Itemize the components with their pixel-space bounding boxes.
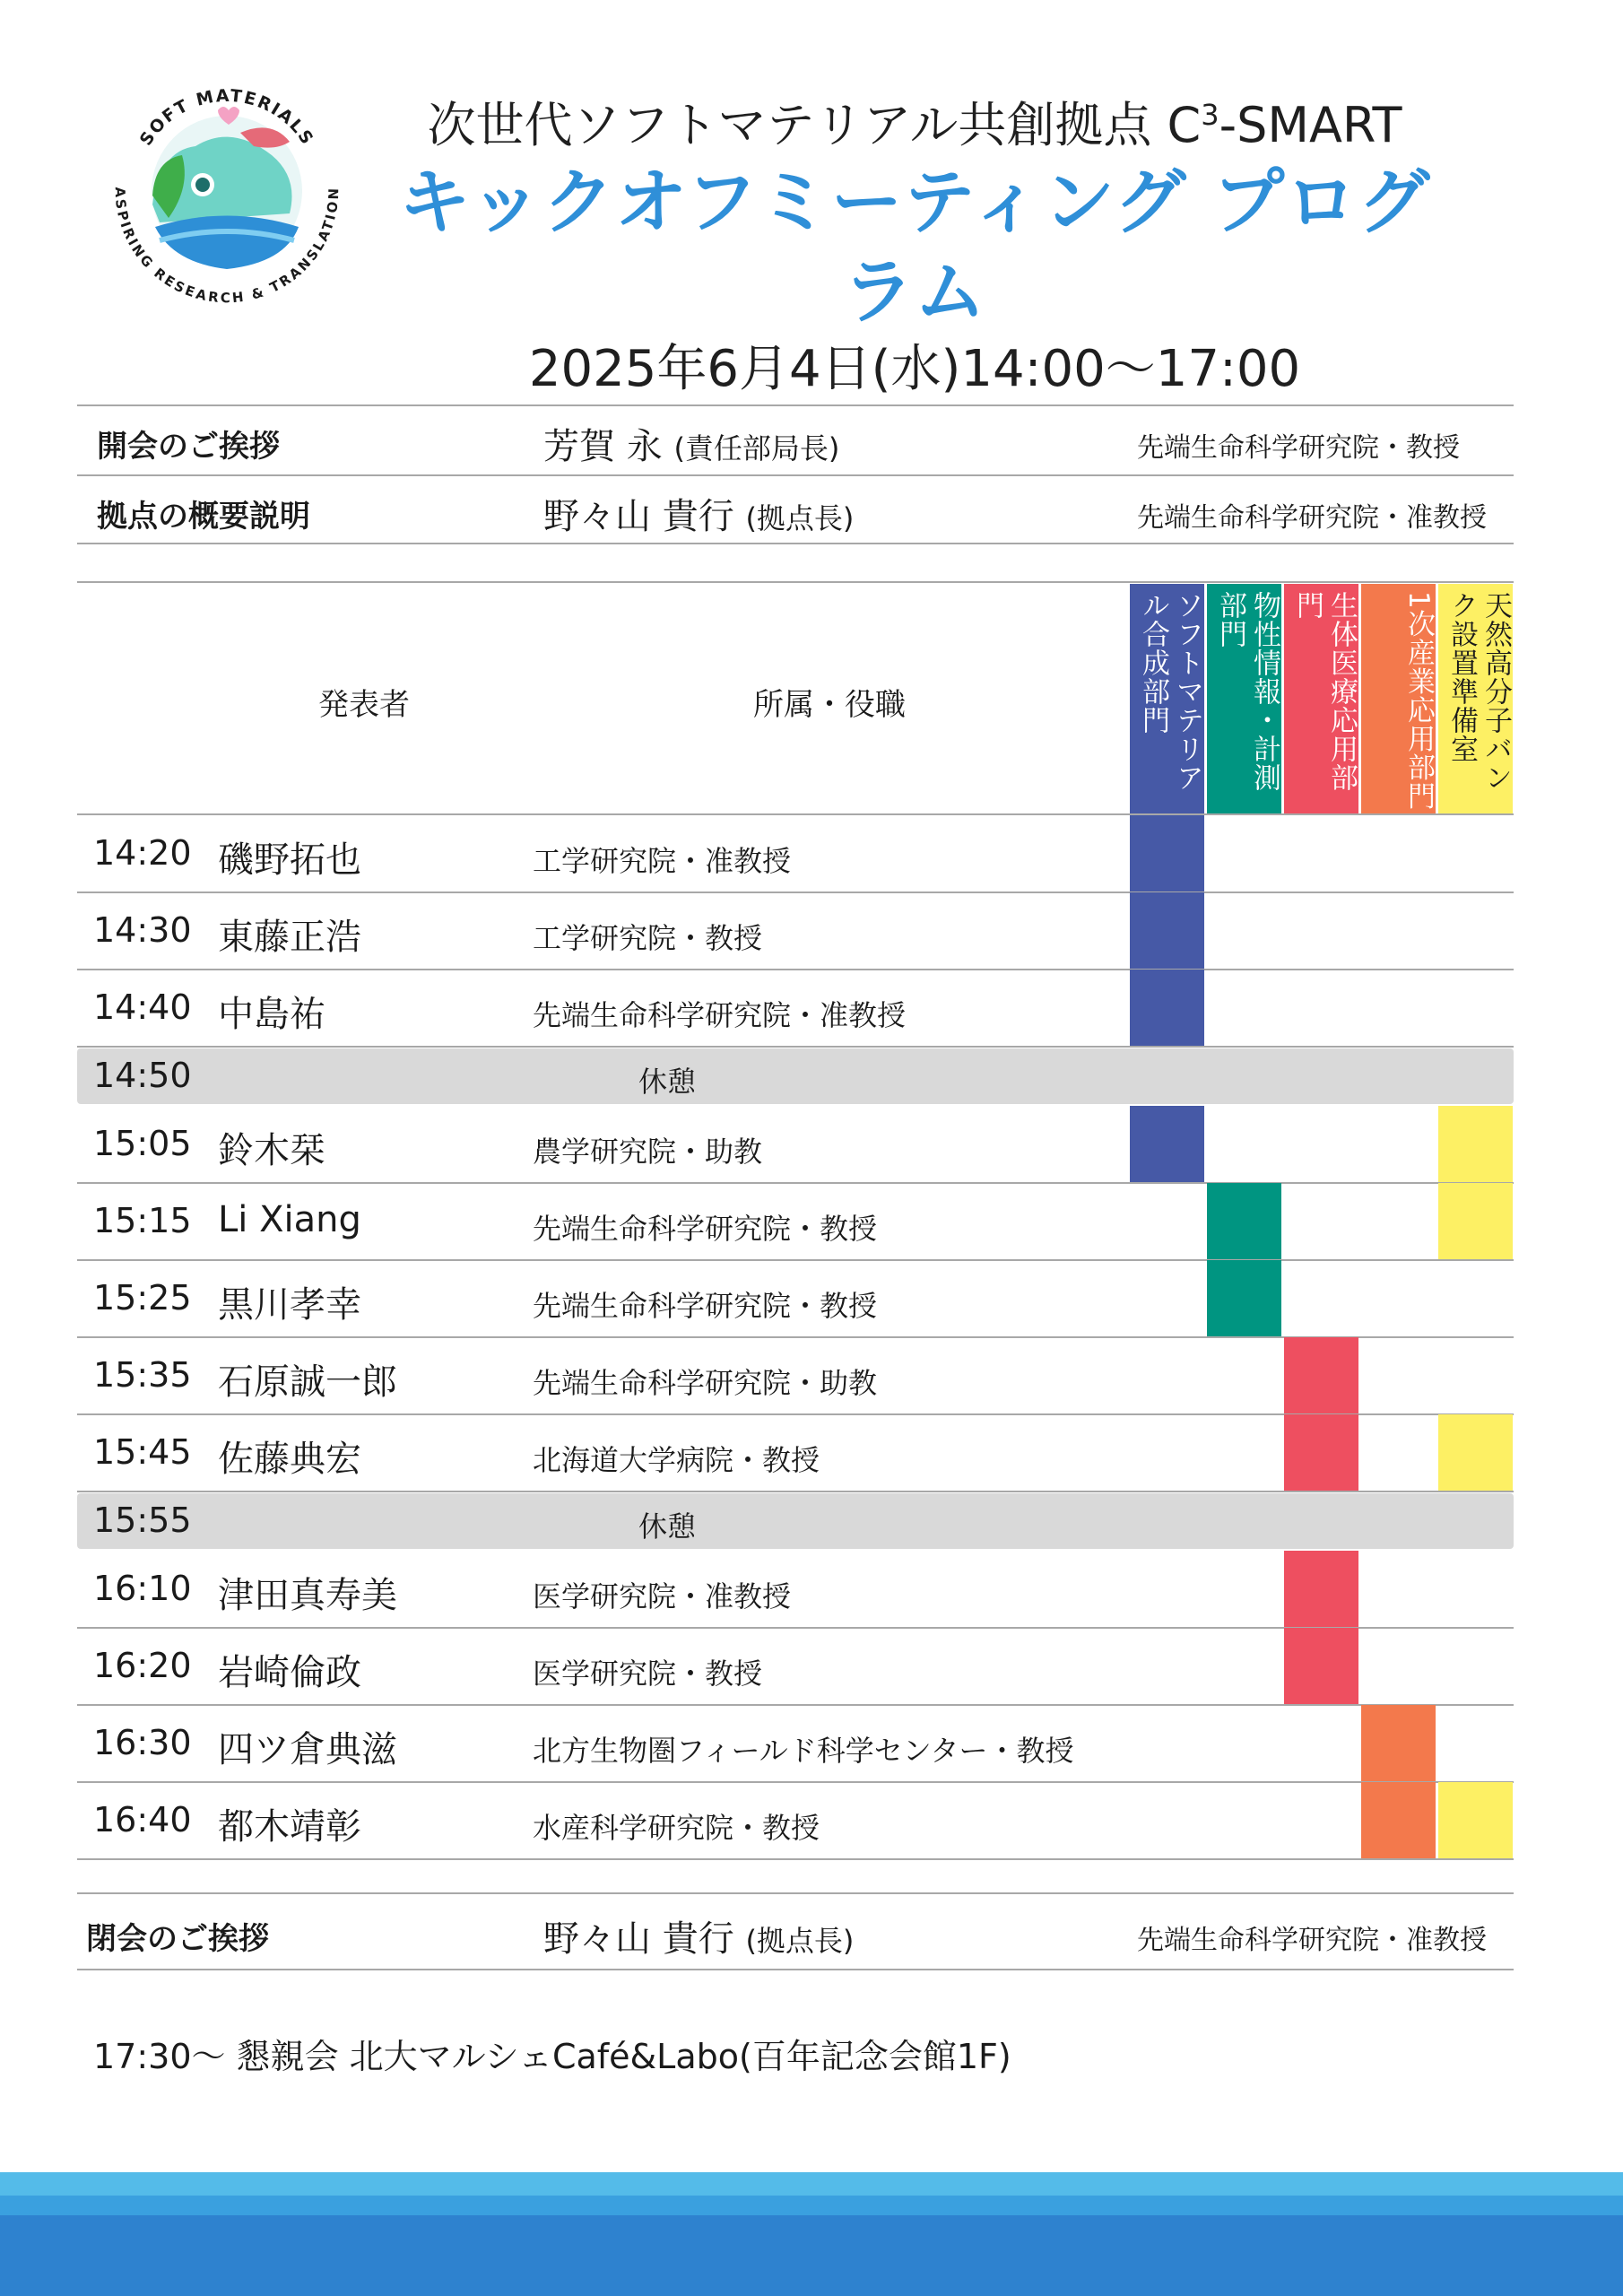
presenter-affiliation: 先端生命科学研究院・教授 (533, 1289, 878, 1323)
department-mark-3 (1361, 1782, 1436, 1859)
department-header-0: ソフトマテリアル合成部門 (1130, 584, 1204, 813)
presenter-name: 東藤正浩 (218, 917, 361, 958)
presenter-affiliation: 先端生命科学研究院・助教 (533, 1366, 878, 1400)
department-header-1: 物性情報・計測部門 (1207, 584, 1281, 813)
department-header-3: 1次産業応用部門 (1361, 584, 1436, 813)
break-row (77, 1048, 1514, 1104)
footer-band (0, 2172, 1623, 2196)
presenter-affiliation: 先端生命科学研究院・教授 (533, 1212, 878, 1246)
department-mark-0 (1130, 815, 1204, 892)
presenter-affiliation: 工学研究院・准教授 (533, 844, 792, 878)
speaker-title: (拠点長) (745, 1924, 855, 1958)
closing-role: 閉会のご挨拶 (86, 1921, 269, 1957)
presenter-header: 発表者 (318, 687, 410, 723)
event-date: 2025年6月4日(水)14:00〜17:00 (528, 340, 1301, 398)
presenter-name: 岩崎倫政 (218, 1652, 361, 1693)
subtitle-suffix: -SMART (1219, 97, 1402, 153)
row-divider (77, 1046, 1514, 1048)
reception-info: 17:30〜 懇親会 北大マルシェCafé&Labo(百年記念会館1F) (93, 2037, 1011, 2076)
row-divider (77, 813, 1514, 815)
department-mark-0 (1130, 892, 1204, 970)
presentation-time: 15:35 (93, 1355, 192, 1395)
divider (77, 1969, 1514, 1970)
affiliation-header: 所属・役職 (753, 687, 906, 723)
event-title: キックオフミーティング プログラム (398, 161, 1431, 334)
opening-speaker (543, 418, 839, 469)
presentation-time: 16:40 (93, 1800, 192, 1839)
opening-role: 開会のご挨拶 (97, 429, 280, 465)
speaker-title: (拠点長) (745, 501, 855, 535)
presenter-name: Li Xiang (218, 1199, 361, 1240)
overview-role: 拠点の概要説明 (97, 499, 310, 535)
speaker-name: 野々山 貴行 (543, 1918, 734, 1960)
presentation-time: 14:20 (93, 833, 192, 873)
presentation-time: 16:30 (93, 1723, 192, 1762)
department-mark-2 (1284, 1337, 1358, 1414)
department-mark-2 (1284, 1414, 1358, 1492)
break-label: 休憩 (638, 1065, 697, 1099)
table-top-border (77, 581, 1514, 583)
overview-affiliation: 先端生命科学研究院・准教授 (1137, 502, 1487, 534)
presenter-affiliation: 水産科学研究院・教授 (533, 1811, 820, 1845)
row-divider (77, 1259, 1514, 1261)
presenter-name: 黒川孝幸 (218, 1284, 361, 1326)
row-divider (77, 969, 1514, 970)
opening-affiliation: 先端生命科学研究院・教授 (1137, 432, 1460, 464)
department-mark-4 (1438, 1106, 1513, 1183)
footer-band (0, 2215, 1623, 2296)
subtitle-superscript: 3 (1201, 98, 1219, 132)
row-divider (77, 1858, 1514, 1860)
footer-band (0, 2196, 1623, 2215)
presentation-time: 14:30 (93, 910, 192, 950)
divider (77, 543, 1514, 544)
presenter-name: 石原誠一郎 (218, 1361, 397, 1403)
department-mark-4 (1438, 1414, 1513, 1492)
break-row (77, 1493, 1514, 1549)
presenter-affiliation: 農学研究院・助教 (533, 1135, 763, 1169)
logo-bottom-text: ASPIRING RESEARCH & TRANSLATION (111, 187, 343, 307)
department-header-2: 生体医療応用部門 (1284, 584, 1358, 813)
row-divider (77, 1781, 1514, 1783)
speaker-name: 芳賀 永 (543, 426, 663, 467)
department-mark-0 (1130, 970, 1204, 1047)
break-time: 14:50 (93, 1056, 192, 1095)
presenter-affiliation: 北方生物圏フィールド科学センター・教授 (533, 1734, 1074, 1768)
event-subtitle (386, 83, 1444, 158)
presenter-name: 津田真寿美 (218, 1575, 397, 1616)
presenter-affiliation: 医学研究院・准教授 (533, 1579, 792, 1613)
presentation-time: 14:40 (93, 987, 192, 1027)
presentation-time: 16:20 (93, 1646, 192, 1685)
divider (77, 474, 1514, 476)
presenter-affiliation: 工学研究院・教授 (533, 921, 763, 955)
presentation-time: 15:15 (93, 1201, 192, 1240)
presenter-name: 四ツ倉典滋 (218, 1729, 397, 1770)
presenter-name: 佐藤典宏 (218, 1439, 361, 1480)
row-divider (77, 1704, 1514, 1706)
department-mark-2 (1284, 1628, 1358, 1705)
closing-affiliation: 先端生命科学研究院・准教授 (1137, 1925, 1487, 1956)
row-divider (77, 891, 1514, 893)
department-mark-2 (1284, 1551, 1358, 1628)
department-mark-1 (1207, 1183, 1281, 1260)
break-time: 15:55 (93, 1500, 192, 1540)
speaker-name: 野々山 貴行 (543, 496, 734, 537)
presenter-affiliation: 医学研究院・教授 (533, 1657, 763, 1691)
department-mark-3 (1361, 1705, 1436, 1782)
presenter-affiliation: 先端生命科学研究院・准教授 (533, 998, 907, 1032)
presentation-time: 16:10 (93, 1569, 192, 1608)
presentation-time: 15:25 (93, 1278, 192, 1318)
divider (77, 404, 1514, 406)
presentation-time: 15:05 (93, 1124, 192, 1163)
department-mark-4 (1438, 1183, 1513, 1260)
title-block (386, 83, 1444, 402)
department-mark-0 (1130, 1106, 1204, 1183)
overview-speaker (543, 488, 854, 539)
closing-speaker (543, 1910, 854, 1961)
presenter-affiliation: 北海道大学病院・教授 (533, 1443, 820, 1477)
presenter-name: 磯野拓也 (218, 839, 361, 881)
department-header-4: 天然高分子バンク設置準備室 (1438, 584, 1513, 813)
break-label: 休憩 (638, 1509, 697, 1544)
divider (77, 1892, 1514, 1894)
department-mark-4 (1438, 1782, 1513, 1859)
speaker-title: (責任部局長) (673, 431, 840, 465)
logo (106, 70, 348, 312)
presenter-name: 中島祐 (218, 994, 325, 1035)
row-divider (77, 1182, 1514, 1184)
presenter-name: 都木靖彰 (218, 1806, 361, 1848)
row-divider (77, 1491, 1514, 1492)
presentation-time: 15:45 (93, 1432, 192, 1472)
presenter-name: 鈴木栞 (218, 1130, 325, 1171)
logo-top-text: SOFT MATERIALS (135, 85, 318, 150)
subtitle-prefix: 次世代ソフトマテリアル共創拠点 C (427, 97, 1202, 153)
department-mark-1 (1207, 1260, 1281, 1337)
